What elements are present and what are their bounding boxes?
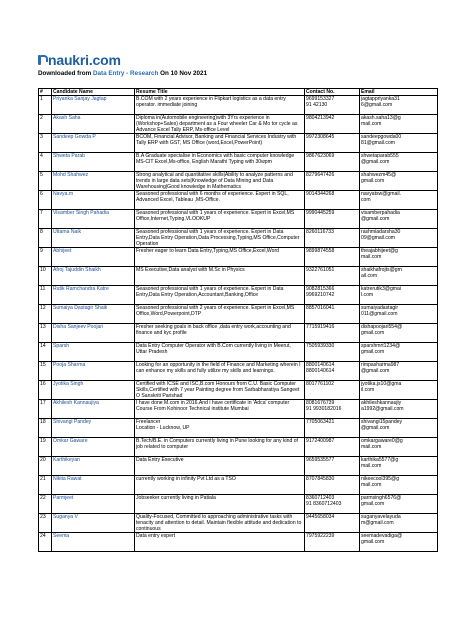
cell-candidate-name-text: Visamber Singh Pahadia — [53, 210, 109, 216]
cell-candidate-name-text: Sumaiya Dastagir Shaik — [53, 305, 108, 311]
cell-resume-title-text: Seasoned professional with 2 years of experience. Expert in Excel,MS Office,Word,Powerpoint,DTP — [136, 305, 295, 317]
cell-email-text: karthika5577@g mail.com — [361, 457, 399, 469]
cell-number-text: 2 — [40, 115, 43, 121]
cell-resume-title-text: Looking for an opportunity in the field of Finance and Marketing wherein I can enhance my skills and fully utilize my skills and learnings. — [136, 362, 301, 374]
cell-contact-text: 7715919416 — [306, 324, 335, 330]
cell-number-text: 12 — [40, 305, 46, 311]
cell-number-text: 15 — [40, 362, 46, 368]
cell-candidate-name — [52, 533, 135, 552]
cell-resume-title — [135, 115, 305, 134]
cell-number-text: 5 — [40, 172, 43, 178]
cell-resume-title-text: Strong analytical and quantitative skills|Ability to analyze patterns and trends in large data sets|Knowledge of Data Mining and Data Warehousing|Good knowledge in Mathematics — [136, 172, 293, 190]
cell-resume-title — [135, 400, 305, 419]
cell-number — [39, 400, 52, 419]
cell-candidate-name — [52, 514, 135, 533]
cell-contact — [305, 457, 360, 476]
cell-contact-text: 9972308645 — [306, 134, 335, 140]
cell-email — [360, 495, 438, 514]
cell-candidate-name — [52, 229, 135, 248]
table-row — [39, 248, 438, 267]
cell-resume-title-text: Data Entry Executive — [136, 457, 184, 463]
cell-contact-text: 8707845830 — [306, 476, 335, 482]
cell-resume-title-text: Freelancer Location - Lucknow, UP — [136, 419, 190, 431]
cell-contact-text: 9990445259 — [306, 210, 335, 216]
cell-candidate-name-text: Parmjeet — [53, 495, 74, 501]
cell-email — [360, 153, 438, 172]
cell-resume-title-text: MS Executive,Data analyst with M.Sc in Physics — [136, 267, 245, 273]
cell-resume-title-text: Quality-Focused, Committed to approaching administrative tasks with tenacity and attention to detail. Maintain flexible attitude and dedication to continuous — [136, 514, 302, 532]
table-row — [39, 134, 438, 153]
cell-number — [39, 343, 52, 362]
cell-candidate-name-text: Afroj Tajuddin Shaikh — [53, 267, 101, 273]
cell-email-text: jagtappriyanka31 6@gmail.com — [361, 96, 400, 108]
cell-resume-title-text: I have done M.com in 2016.And i have certificate in 'Adca' computer Course From Kohinoor Technical institute Mumbai — [136, 400, 290, 412]
cell-contact — [305, 381, 360, 400]
cell-contact-text: 8360712403 91 8360712403 — [306, 495, 342, 507]
cell-email-text: shivangi15pandey @gmail.com — [361, 419, 403, 431]
cell-contact — [305, 305, 360, 324]
cell-candidate-name-text: Mohd Shahwez — [53, 172, 89, 178]
cell-resume-title-text: Diploma in(Automobile engineering)with 3Yrs experience in (Workshop+Sales) department as a Four wheeler Car & Mo tor cycle as Advance Excel Tally ERP, Ms-office Level — [136, 115, 298, 133]
cell-contact — [305, 495, 360, 514]
cell-email — [360, 210, 438, 229]
cell-number — [39, 286, 52, 305]
cell-candidate-name-text: Rutik Ramchandra Katre — [53, 286, 109, 292]
cell-resume-title — [135, 191, 305, 210]
cell-candidate-name-text: Suganya V — [53, 514, 78, 520]
cell-number — [39, 210, 52, 229]
cell-resume-title — [135, 457, 305, 476]
cell-contact — [305, 115, 360, 134]
cell-contact — [305, 400, 360, 419]
cell-number-text: 24 — [40, 533, 46, 539]
cell-email-text: akhileshkannaujiy a1992@gmail.com — [361, 400, 404, 412]
table-row — [39, 514, 438, 533]
cell-number — [39, 96, 52, 115]
cell-candidate-name — [52, 96, 135, 115]
cell-email — [360, 305, 438, 324]
cell-contact — [305, 476, 360, 495]
cell-contact — [305, 153, 360, 172]
table-row — [39, 457, 438, 476]
cell-number-text: 18 — [40, 419, 46, 425]
cell-resume-title — [135, 438, 305, 457]
table-row — [39, 476, 438, 495]
cell-email-text: omkargaware0@g mail.com — [361, 438, 403, 450]
cell-candidate-name-text: Abhijeet — [53, 248, 72, 254]
cell-candidate-name — [52, 495, 135, 514]
cell-resume-title — [135, 286, 305, 305]
cell-candidate-name-text: Disha Sanjeev Poojari — [53, 324, 104, 330]
column-header-name: Candidate Name — [52, 89, 135, 96]
column-header-email: Email — [360, 89, 438, 96]
cell-resume-title-text: BCOM, Financial Advisor, Banking and Financial Services Industry with Tally ERP with GST, MS Office (word,Excel,PowerPoint) — [136, 134, 297, 146]
column-header-title: Resume Title — [135, 89, 305, 96]
cell-contact-text: 9899874558 — [306, 248, 335, 254]
cell-resume-title-text: Certified with ICSE and ISC,B.com Honours from C.U. Basic Computer Skills,Certified with 7 year Painting degree from Sarbabharatiya Sangeet O Sanskriti Parishad — [136, 381, 300, 399]
cell-email-text: dishapoojari554@ gmail.com — [361, 324, 403, 336]
table-row — [39, 210, 438, 229]
cell-candidate-name — [52, 476, 135, 495]
cell-number-text: 9 — [40, 248, 43, 254]
cell-number-text: 13 — [40, 324, 46, 330]
table-body — [39, 96, 438, 552]
cell-email-text: katrerutik3@gmai l.com — [361, 286, 401, 298]
cell-number — [39, 153, 52, 172]
cell-contact — [305, 514, 360, 533]
cell-resume-title-text: Fresher seeking goals in back office ,data entry work,accounting and finance and kyc profile — [136, 324, 291, 336]
cell-number — [39, 381, 52, 400]
cell-number — [39, 134, 52, 153]
cell-resume-title — [135, 248, 305, 267]
cell-candidate-name — [52, 457, 135, 476]
cell-number-text: 14 — [40, 343, 46, 349]
cell-contact — [305, 362, 360, 381]
logo-text: naukri.com — [48, 52, 121, 68]
cell-number-text: 16 — [40, 381, 46, 387]
cell-number-text: 7 — [40, 210, 43, 216]
cell-candidate-name — [52, 343, 135, 362]
cell-number-text: 4 — [40, 153, 43, 159]
cell-resume-title — [135, 229, 305, 248]
table-row — [39, 419, 438, 438]
cell-number — [39, 476, 52, 495]
cell-resume-title — [135, 419, 305, 438]
table-row — [39, 96, 438, 115]
cell-email-text: sandeepgowda00 81@gmail.com — [361, 134, 402, 146]
cell-email — [360, 286, 438, 305]
cell-resume-title — [135, 343, 305, 362]
cell-contact-text: 9445658034 — [306, 514, 335, 520]
cell-email-text: shwetaparab555 @gmail.com — [361, 153, 399, 165]
table-row — [39, 286, 438, 305]
cell-contact — [305, 96, 360, 115]
cell-number-text: 3 — [40, 134, 43, 140]
table-row — [39, 191, 438, 210]
cell-candidate-name — [52, 438, 135, 457]
table-row — [39, 153, 438, 172]
cell-email-text: seemadevadiga@ gmail.com — [361, 533, 403, 545]
cell-contact-text: 8081676739 91 9930182016 — [306, 400, 342, 412]
download-date: On 10 Nov 2021 — [160, 70, 208, 77]
table-row — [39, 172, 438, 191]
cell-number — [39, 305, 52, 324]
cell-email — [360, 115, 438, 134]
cell-resume-title — [135, 210, 305, 229]
cell-number — [39, 115, 52, 134]
cell-contact — [305, 134, 360, 153]
cell-resume-title-text: B.A Graduate specialise in Economics with basic computer knowledge MS-CIT Excel,Ms-office, English Marathi Typing with 30wpm — [136, 153, 295, 165]
cell-candidate-name — [52, 248, 135, 267]
cell-email-text: nikeecool395@g mail.com — [361, 476, 400, 488]
cell-contact — [305, 191, 360, 210]
table-row — [39, 400, 438, 419]
cell-resume-title — [135, 96, 305, 115]
cell-contact — [305, 172, 360, 191]
cell-email — [360, 514, 438, 533]
cell-contact-text: 9014344268 — [306, 191, 335, 197]
table-row — [39, 495, 438, 514]
cell-resume-title-text: Data entry expert — [136, 533, 176, 539]
cell-contact-text: 7975922239 — [306, 533, 335, 539]
column-header-number: # — [39, 89, 52, 96]
cell-email — [360, 381, 438, 400]
cell-email-text: rashmiadarsha30 09@gmail.com — [361, 229, 401, 241]
table-row — [39, 305, 438, 324]
cell-number-text: 10 — [40, 267, 46, 273]
cell-email — [360, 96, 438, 115]
download-category: Data Entry - Research — [92, 70, 159, 77]
cell-email — [360, 229, 438, 248]
cell-candidate-name-text: Uttama Naik — [53, 229, 82, 235]
cell-contact — [305, 438, 360, 457]
cell-candidate-name-text: Sparsh — [53, 343, 70, 349]
candidates-table — [38, 88, 438, 552]
cell-candidate-name-text: Shivangi Pandey — [53, 419, 92, 425]
cell-email — [360, 324, 438, 343]
cell-number — [39, 267, 52, 286]
cell-resume-title-text: Seasoned professional with 1 years of experience. Expert in Data Entry,Data Entry Operation,Accountant,Banking,Office — [136, 286, 284, 298]
cell-contact-text: 9867623069 — [306, 153, 335, 159]
cell-number — [39, 248, 52, 267]
cell-number-text: 23 — [40, 514, 46, 520]
cell-candidate-name-text: Pooja Sharma — [53, 362, 86, 368]
cell-contact — [305, 533, 360, 552]
cell-number-text: 1 — [40, 96, 43, 102]
cell-number-text: 19 — [40, 438, 46, 444]
cell-candidate-name — [52, 210, 135, 229]
cell-number-text: 21 — [40, 476, 46, 482]
cell-candidate-name — [52, 115, 135, 134]
cell-resume-title-text: Fresher eager to learn Data Entry,Typing,MS Office,Excel,Word — [136, 248, 279, 254]
cell-candidate-name — [52, 286, 135, 305]
cell-number — [39, 514, 52, 533]
naukri-logo — [38, 52, 121, 68]
cell-contact-text: 9699153327 91 42130 — [306, 96, 335, 108]
cell-contact-text: 8279647426 — [306, 172, 335, 178]
cell-number — [39, 438, 52, 457]
cell-email-text: navyatsw@gmail. com — [361, 191, 401, 203]
cell-candidate-name — [52, 381, 135, 400]
cell-resume-title — [135, 476, 305, 495]
cell-candidate-name-text: Omkar Gaware — [53, 438, 88, 444]
cell-contact — [305, 229, 360, 248]
cell-email — [360, 172, 438, 191]
cell-contact-text: 8857016041 — [306, 305, 335, 311]
cell-resume-title-text: Seasoned professional with 1 years of experience. Expert in Data Entry,Data Entry Operation,Data Processing,Typing,MS Office,Computer Operation — [136, 229, 300, 247]
cell-number — [39, 495, 52, 514]
cell-resume-title — [135, 172, 305, 191]
cell-email — [360, 533, 438, 552]
cell-email-text: shaikhafrojts@gm ail.com — [361, 267, 402, 279]
cell-contact — [305, 210, 360, 229]
cell-resume-title-text: currently working in infinity Pvt Ltd as a TSO — [136, 476, 236, 482]
cell-email — [360, 419, 438, 438]
cell-email-text: shahwezm45@ gmail.com — [361, 172, 397, 184]
cell-email-text: theajabhijeet@g mail.com — [361, 248, 398, 260]
cell-candidate-name — [52, 134, 135, 153]
table-row — [39, 229, 438, 248]
table-row — [39, 115, 438, 134]
cell-resume-title — [135, 362, 305, 381]
cell-number-text: 17 — [40, 400, 46, 406]
cell-contact — [305, 248, 360, 267]
column-header-contact: Contact No. — [305, 89, 360, 96]
cell-resume-title-text: Seasoned professional with 1 years of experience. Expert in Excel,MS Office,Internet,Typing,VLOOKUP — [136, 210, 295, 222]
cell-contact-text: 8017761102 — [306, 381, 334, 387]
cell-number-text: 22 — [40, 495, 46, 501]
cell-resume-title — [135, 134, 305, 153]
cell-email-text: sumaiyadastagir 011@gmail.com — [361, 305, 399, 317]
cell-resume-title-text: Jobseeker currently living in Patiala — [136, 495, 216, 501]
cell-contact-text: 9804213942 — [306, 115, 335, 121]
cell-candidate-name-text: Akash Saha — [53, 115, 81, 121]
cell-number — [39, 533, 52, 552]
cell-contact — [305, 419, 360, 438]
cell-email-text: parmsingh6576@ gmail.com — [361, 495, 402, 507]
cell-candidate-name-text: Seema — [53, 533, 70, 539]
cell-email — [360, 343, 438, 362]
cell-contact — [305, 267, 360, 286]
cell-number-text: 11 — [40, 286, 46, 292]
cell-resume-title — [135, 495, 305, 514]
table-row — [39, 438, 438, 457]
cell-email — [360, 362, 438, 381]
cell-email — [360, 134, 438, 153]
cell-contact — [305, 343, 360, 362]
cell-contact-text: 9659535577 — [306, 457, 335, 463]
cell-candidate-name — [52, 191, 135, 210]
cell-candidate-name-text: Jyotika Singh — [53, 381, 84, 387]
cell-resume-title — [135, 381, 305, 400]
cell-resume-title-text: Seasoned professional with 6 months of experience. Expert in SQL, Advanced Excel, Tableau ,MS-Office. — [136, 191, 289, 203]
cell-candidate-name-text: Karthikeyan — [53, 457, 80, 463]
table-row — [39, 267, 438, 286]
cell-candidate-name-text: Priyanka Sanjay Jagtap — [53, 96, 107, 102]
table-row — [39, 343, 438, 362]
cell-email-text: jyotika.js10@gma il.com — [361, 381, 402, 393]
cell-candidate-name — [52, 267, 135, 286]
cell-email-text: visamberpahadia @gmail.com — [361, 210, 400, 222]
cell-email — [360, 400, 438, 419]
cell-number-text: 6 — [40, 191, 43, 197]
cell-contact-text: 9172400987 — [306, 438, 335, 444]
cell-candidate-name — [52, 419, 135, 438]
download-prefix: Downloaded from — [38, 70, 92, 77]
cell-email-text: suganyavelayuda m@gmail.com — [361, 514, 401, 526]
cell-number — [39, 362, 52, 381]
download-info — [38, 70, 207, 77]
cell-email — [360, 267, 438, 286]
cell-number-text: 8 — [40, 229, 43, 235]
cell-candidate-name — [52, 400, 135, 419]
cell-candidate-name-text: Sandeep Gowda P — [53, 134, 96, 140]
table-row — [39, 381, 438, 400]
cell-contact-text: 9082815366 9969210742 — [306, 286, 335, 298]
cell-email-text: sparshmrt1234@ gmail.com — [361, 343, 401, 355]
cell-number-text: 20 — [40, 457, 46, 463]
cell-contact-text: 8260116733 — [306, 229, 334, 235]
cell-number — [39, 229, 52, 248]
cell-email — [360, 191, 438, 210]
cell-contact-text: 7505939330 — [306, 343, 335, 349]
cell-contact-text: 7705063421 — [306, 419, 335, 425]
cell-candidate-name-text: Navya.m — [53, 191, 74, 197]
cell-resume-title — [135, 324, 305, 343]
cell-contact — [305, 286, 360, 305]
table-header-row — [39, 89, 438, 96]
cell-candidate-name — [52, 324, 135, 343]
cell-resume-title — [135, 514, 305, 533]
cell-contact — [305, 324, 360, 343]
cell-email-text: akash.saha13@g mail.com — [361, 115, 401, 127]
cell-number — [39, 172, 52, 191]
cell-candidate-name — [52, 305, 135, 324]
cell-candidate-name-text: Shweta Parab — [53, 153, 85, 159]
cell-candidate-name-text: Nikita Rawat — [53, 476, 82, 482]
cell-resume-title-text: B.Tech/B.E. in Computers currently living in Pune looking for any kind of job related to computer — [136, 438, 298, 450]
cell-email — [360, 457, 438, 476]
cell-contact-text: 8800140614 8800140614 — [306, 362, 335, 374]
cell-email-text: rimpasharma987 @gmail.com — [361, 362, 400, 374]
cell-resume-title — [135, 153, 305, 172]
table-row — [39, 362, 438, 381]
table-row — [39, 533, 438, 552]
cell-number — [39, 191, 52, 210]
cell-number — [39, 324, 52, 343]
cell-resume-title — [135, 267, 305, 286]
cell-number — [39, 457, 52, 476]
cell-resume-title-text: Data Entry Computer Operator with B.Com currently living in Meerut, Uttar Pradesh — [136, 343, 291, 355]
cell-email — [360, 248, 438, 267]
cell-email — [360, 438, 438, 457]
table-row — [39, 324, 438, 343]
cell-candidate-name-text: Akhilesh Kannaujiya — [53, 400, 99, 406]
cell-number — [39, 419, 52, 438]
cell-email — [360, 476, 438, 495]
cell-resume-title — [135, 533, 305, 552]
cell-candidate-name — [52, 172, 135, 191]
cell-candidate-name — [52, 362, 135, 381]
cell-candidate-name — [52, 153, 135, 172]
naukri-logo-icon — [38, 54, 47, 66]
cell-contact-text: 9322761051 — [306, 267, 335, 273]
cell-resume-title-text: B.COM with 2 years experience in Flipkart logistics as a data entry operator. immediate joining — [136, 96, 286, 108]
cell-resume-title — [135, 305, 305, 324]
